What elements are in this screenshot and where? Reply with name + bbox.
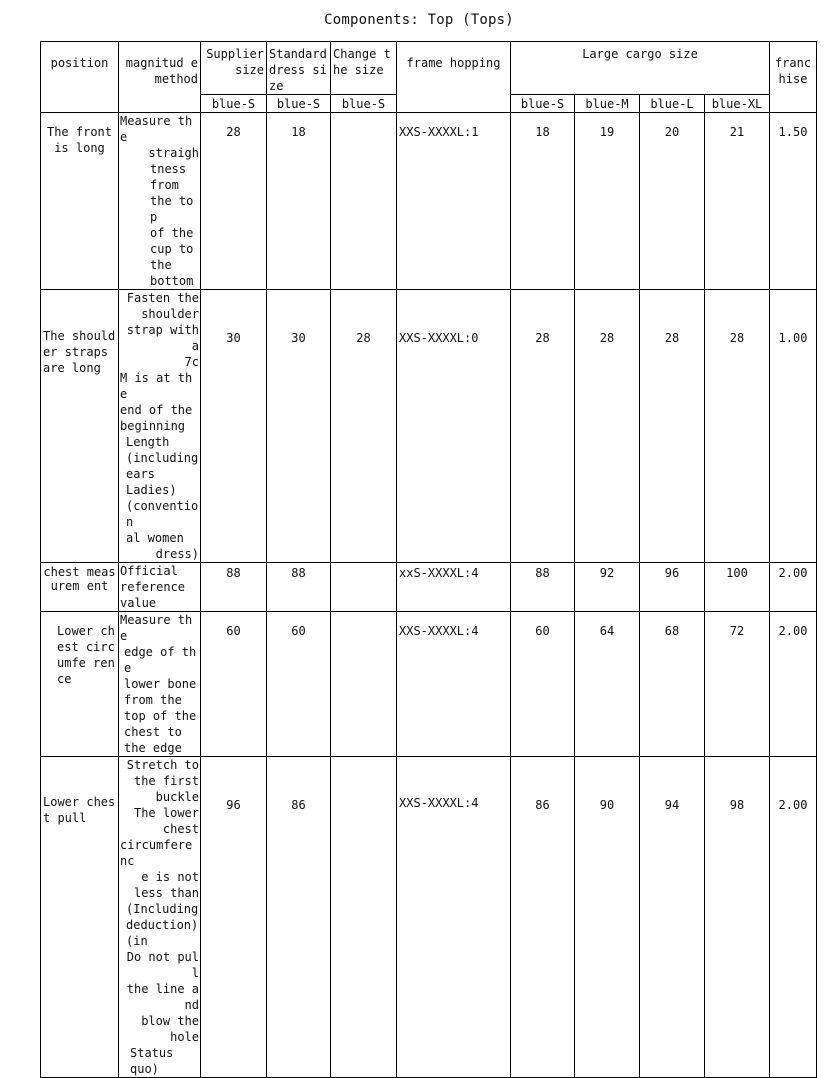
method-line: of the: [150, 226, 194, 240]
method-line: 7c: [184, 355, 199, 369]
header-frame-hopping: frame hopping: [397, 42, 511, 113]
method-line: Length: [126, 435, 170, 449]
method-line: from the: [124, 693, 182, 707]
size-l-cell: 96: [640, 563, 705, 612]
sub-large-xl: blue-XL: [705, 95, 770, 113]
table-row: [41, 757, 817, 1078]
standard-size-cell: 86: [267, 757, 331, 1078]
method-line: top of the: [124, 709, 197, 723]
method-line: Ladies): [126, 483, 177, 497]
method-line: deduction): [126, 918, 199, 932]
table-row: [41, 563, 817, 612]
method-line: value: [120, 596, 157, 610]
frame-hopping-cell: XXS-XXXXL:1: [397, 113, 511, 290]
method-line: buckle: [155, 790, 199, 804]
franchise-cell: 2.00: [770, 757, 817, 1078]
size-m-cell: 28: [575, 290, 640, 563]
method-cell: [119, 290, 201, 563]
method-line: Fasten the: [126, 291, 199, 305]
method-line: less than: [133, 886, 199, 900]
method-line: dress): [155, 547, 199, 561]
method-line: (Including: [126, 902, 199, 916]
method-line: quo): [130, 1062, 159, 1076]
method-line: the edge: [124, 741, 182, 755]
method-line: reference: [120, 580, 186, 594]
method-line: shoulder: [141, 307, 199, 321]
frame-hopping-cell: XXS-XXXXL:4: [397, 612, 511, 757]
method-line: Do not pull: [126, 950, 199, 980]
size-table: [40, 41, 817, 1078]
size-m-cell: 90: [575, 757, 640, 1078]
change-size-cell: [331, 612, 397, 757]
sub-standard: blue-S: [267, 95, 331, 113]
franchise-cell: 1.00: [770, 290, 817, 563]
method-line: tness: [150, 162, 187, 176]
sub-large-m: blue-M: [575, 95, 640, 113]
supplier-size-cell: 30: [201, 290, 267, 563]
method-line: e is not: [141, 870, 199, 884]
size-s-cell: 60: [511, 612, 575, 757]
franchise-cell: 2.00: [770, 563, 817, 612]
sub-supplier: blue-S: [201, 95, 267, 113]
size-l-cell: 20: [640, 113, 705, 290]
table-row: [41, 612, 817, 757]
sub-change: blue-S: [331, 95, 397, 113]
frame-hopping-cell: XXS-XXXXL:0: [397, 290, 511, 563]
method-line: strap with a: [126, 323, 199, 353]
method-line: end of the: [120, 403, 193, 417]
size-xl-cell: 98: [705, 757, 770, 1078]
change-size-cell: [331, 563, 397, 612]
method-line: blow the: [141, 1014, 199, 1028]
method-line: hole: [170, 1030, 199, 1044]
standard-size-cell: 18: [267, 113, 331, 290]
method-line: The lower: [133, 806, 199, 820]
position-cell: chest measurem ent: [41, 563, 119, 612]
size-s-cell: 88: [511, 563, 575, 612]
size-m-cell: 92: [575, 563, 640, 612]
method-line: from: [150, 178, 179, 192]
size-l-cell: 28: [640, 290, 705, 563]
standard-size-cell: 88: [267, 563, 331, 612]
table-row: [41, 290, 817, 563]
size-m-cell: 64: [575, 612, 640, 757]
method-line: Official: [120, 564, 178, 578]
method-line: circumferenc: [120, 838, 193, 868]
change-size-cell: [331, 757, 397, 1078]
size-xl-cell: 72: [705, 612, 770, 757]
sub-large-l: blue-L: [640, 95, 705, 113]
method-line: chest to: [124, 725, 182, 739]
method-line: Measure the: [120, 114, 193, 144]
position-cell: The shoulder straps are long: [41, 290, 119, 563]
standard-size-cell: 60: [267, 612, 331, 757]
method-line: (including: [126, 451, 199, 465]
method-line: chest: [162, 822, 199, 836]
method-line: beginning: [120, 419, 186, 433]
method-line: edge of the: [124, 645, 197, 675]
method-line: the line and: [126, 982, 199, 1012]
franchise-cell: 2.00: [770, 612, 817, 757]
supplier-size-cell: 96: [201, 757, 267, 1078]
method-line: lower bone: [124, 677, 197, 691]
method-cell: [119, 612, 201, 757]
frame-hopping-cell: xxS-XXXXL:4: [397, 563, 511, 612]
size-l-cell: 68: [640, 612, 705, 757]
supplier-size-cell: 88: [201, 563, 267, 612]
size-s-cell: 18: [511, 113, 575, 290]
header-method: magnitud e method: [119, 42, 201, 113]
size-xl-cell: 28: [705, 290, 770, 563]
method-line: Stretch to: [126, 758, 199, 772]
method-cell: [119, 563, 201, 612]
header-row: [41, 42, 817, 95]
size-xl-cell: 21: [705, 113, 770, 290]
method-line: straigh: [148, 146, 199, 160]
table-row: [41, 113, 817, 290]
size-s-cell: 86: [511, 757, 575, 1078]
supplier-size-cell: 60: [201, 612, 267, 757]
header-position: position: [41, 42, 119, 113]
method-cell: [119, 757, 201, 1078]
size-xl-cell: 100: [705, 563, 770, 612]
frame-hopping-cell: XXS-XXXXL:4: [397, 757, 511, 1078]
change-size-cell: [331, 113, 397, 290]
header-franchise: franc hise: [770, 42, 817, 113]
method-cell: [119, 113, 201, 290]
supplier-size-cell: 28: [201, 113, 267, 290]
method-line: the top: [150, 194, 194, 224]
method-line: bottom: [150, 274, 194, 288]
method-line: al women: [126, 531, 184, 545]
header-supplier-size: Supplier size: [201, 42, 267, 95]
page-title: Components: Top (Tops): [324, 12, 514, 28]
header-standard-size: Standard dress size: [267, 42, 331, 95]
method-line: Measure the: [120, 613, 193, 643]
method-line: the: [150, 258, 172, 272]
size-s-cell: 28: [511, 290, 575, 563]
change-size-cell: 28: [331, 290, 397, 563]
position-cell: The front is long: [41, 113, 119, 290]
standard-size-cell: 30: [267, 290, 331, 563]
size-m-cell: 19: [575, 113, 640, 290]
position-cell: Lower chest circumfe rence: [41, 612, 119, 757]
franchise-cell: 1.50: [770, 113, 817, 290]
sub-large-s: blue-S: [511, 95, 575, 113]
method-line: (convention: [126, 499, 199, 529]
method-line: ears: [126, 467, 155, 481]
method-line: (in: [126, 934, 148, 948]
method-line: the first: [133, 774, 199, 788]
size-l-cell: 94: [640, 757, 705, 1078]
method-line: cup to: [150, 242, 194, 256]
header-change-size: Change the size: [331, 42, 397, 95]
header-large-cargo-size: Large cargo size: [511, 42, 770, 95]
method-line: M is at the: [120, 371, 193, 401]
position-cell: Lower chest pull: [41, 757, 119, 1078]
method-line: Status: [130, 1046, 174, 1060]
